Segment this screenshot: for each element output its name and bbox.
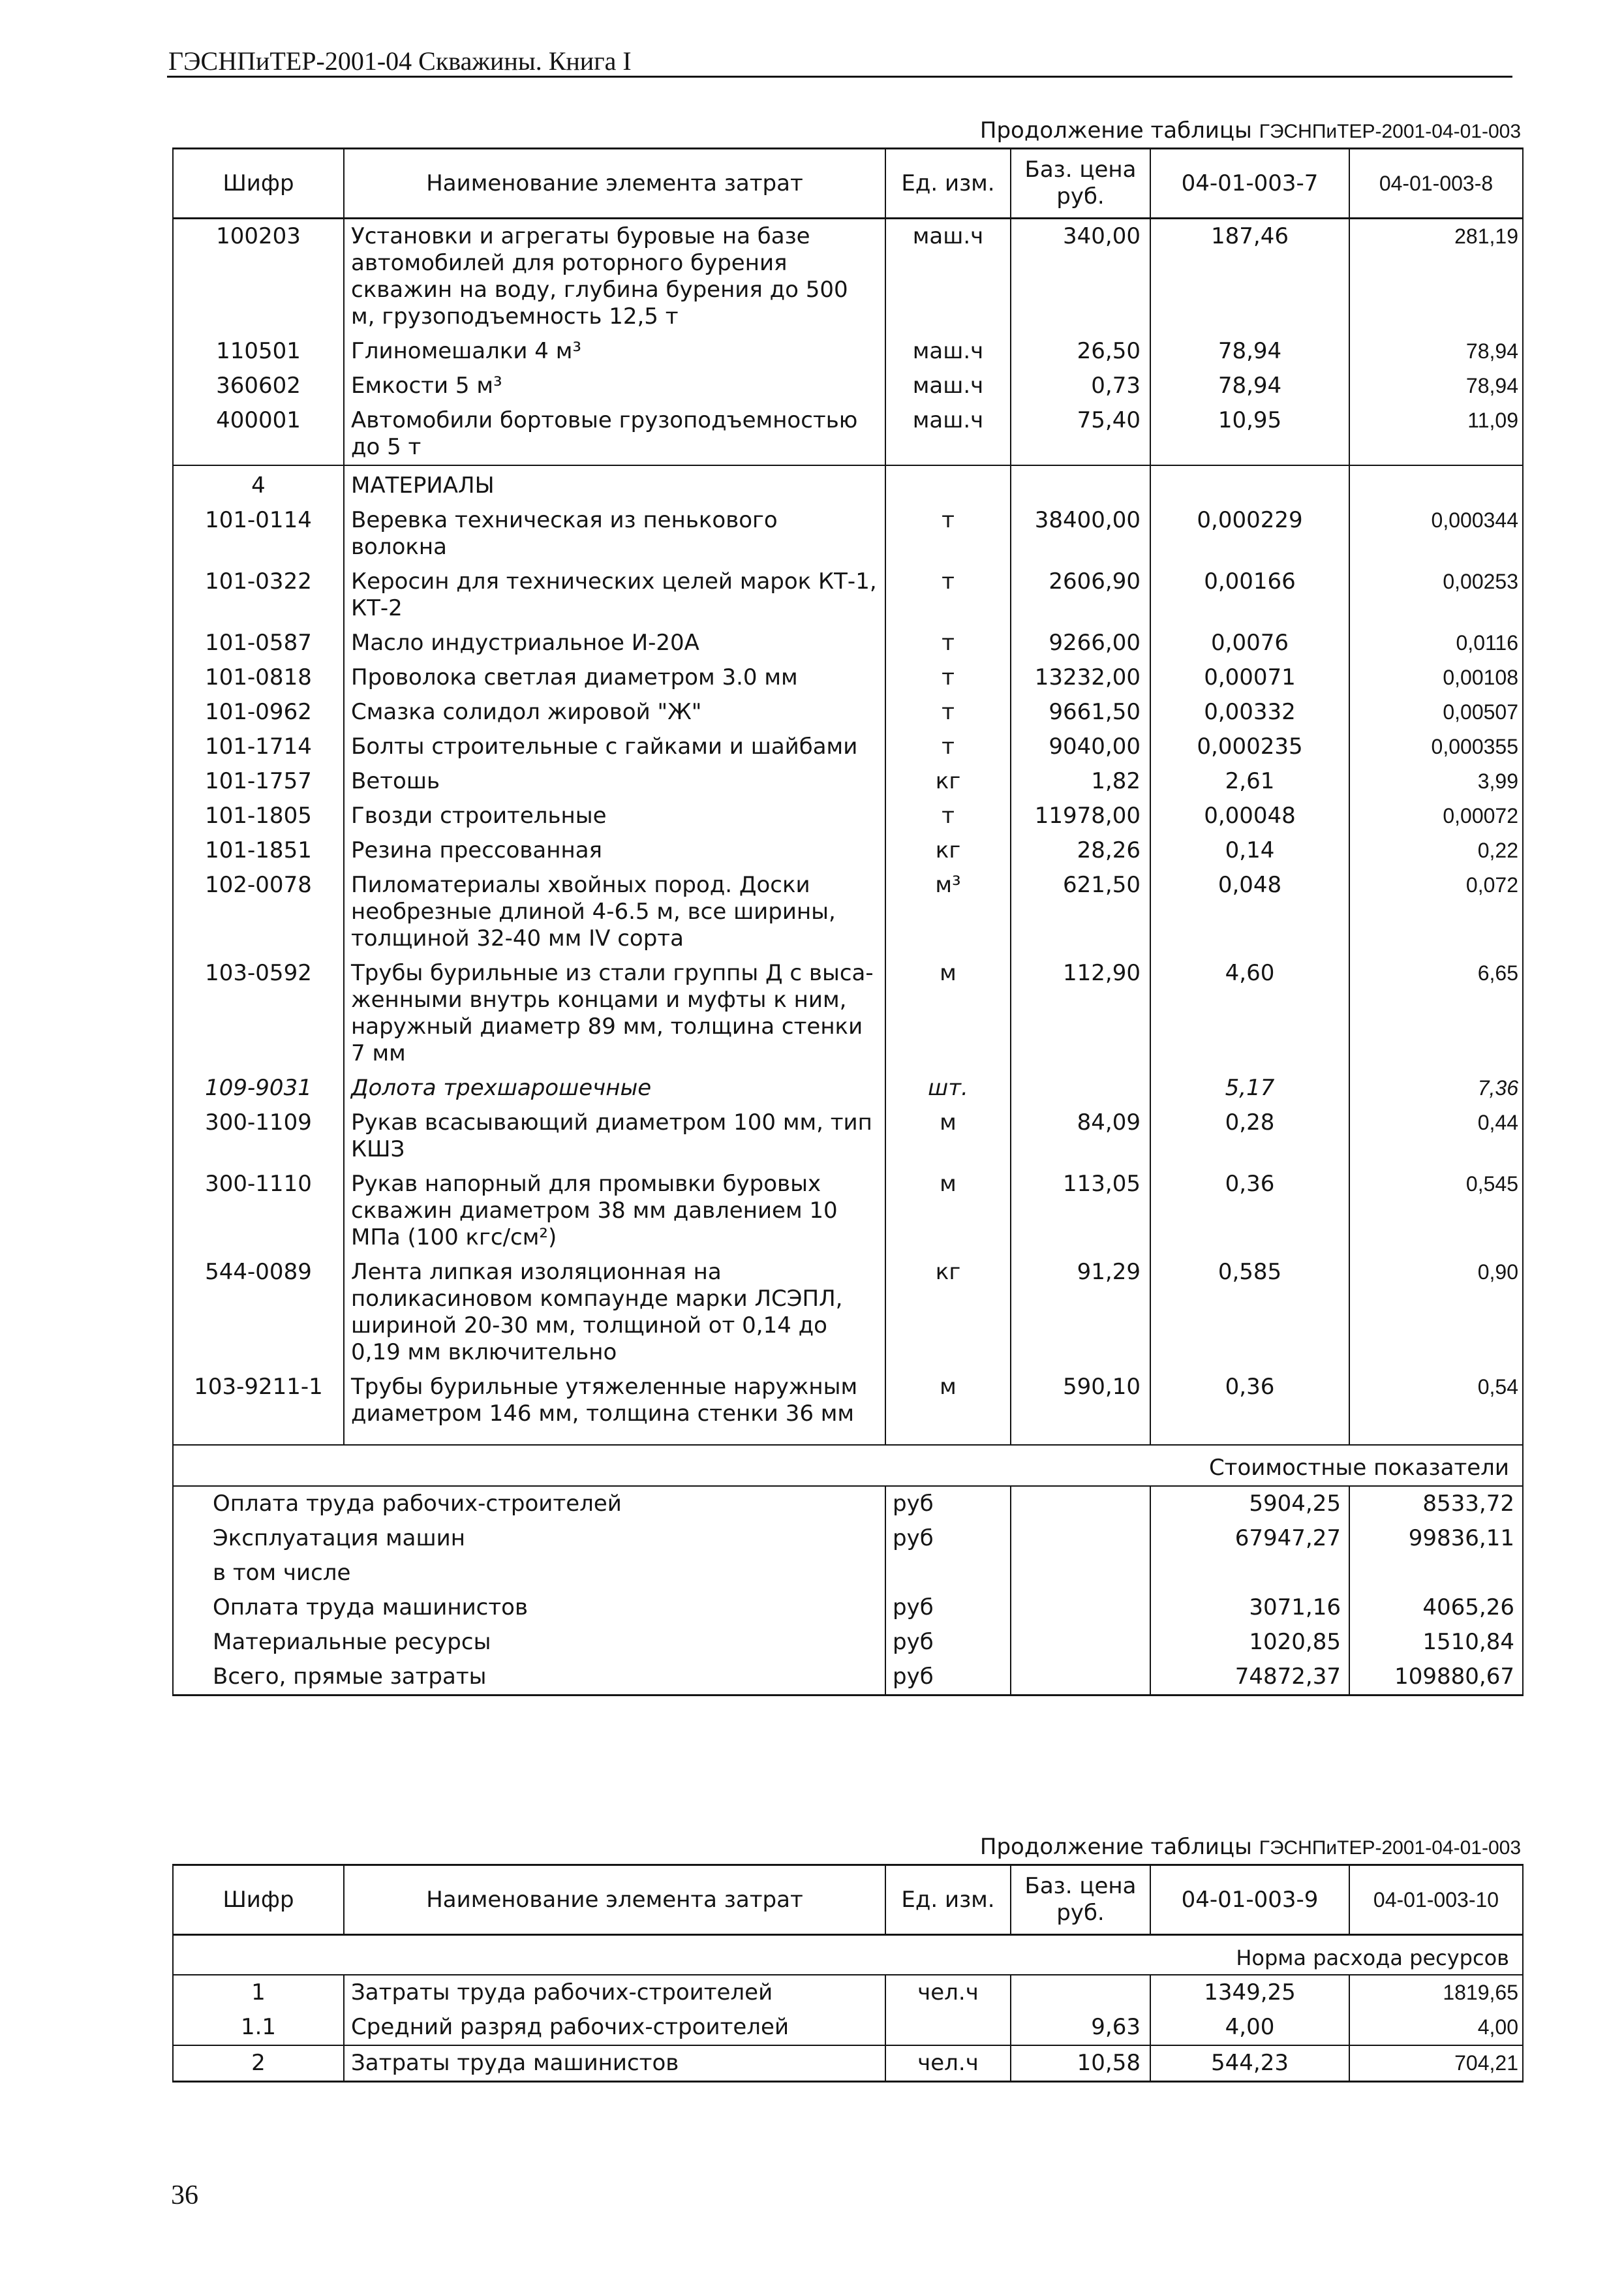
empty-cell	[1150, 1431, 1349, 1445]
row-price: 112,90	[1011, 956, 1150, 1071]
table-row	[173, 1167, 1523, 1255]
table-row	[173, 799, 1523, 833]
row-code: 101-1757	[173, 764, 344, 799]
summary-price	[1011, 1556, 1150, 1590]
cost-indicators-label: Стоимостные показатели	[173, 1445, 1523, 1486]
row-value-2: 281,19	[1349, 219, 1523, 335]
summary-label: Материальные ресурсы	[173, 1625, 885, 1660]
row-value-2: 1819,65	[1349, 1975, 1523, 2010]
row-price: 13232,00	[1011, 660, 1150, 695]
row-value-2: 0,54	[1349, 1370, 1523, 1431]
table2	[172, 1864, 1524, 2083]
row-price	[1011, 1071, 1150, 1106]
row-code: 101-1714	[173, 730, 344, 764]
row-unit: м	[885, 1167, 1011, 1255]
row-unit: маш.ч	[885, 219, 1011, 335]
table-row	[173, 565, 1523, 626]
row-value-2: 0,545	[1349, 1167, 1523, 1255]
row-name: Масло индустриальное И-20А	[344, 626, 885, 660]
summary-label: Всего, прямые затраты	[173, 1660, 885, 1696]
row-price: 84,09	[1011, 1106, 1150, 1167]
norm-label: Норма расхода ресурсов	[173, 1935, 1523, 1975]
row-name: Пиломатериалы хвойных пород. Доски необрезные длиной 4-6.5 м, все ширины, толщиной 32-40 мм IV сорта	[344, 868, 885, 956]
row-price: 621,50	[1011, 868, 1150, 956]
row-unit: т	[885, 503, 1011, 565]
row-unit: чел.ч	[885, 1975, 1011, 2010]
row-unit: чел.ч	[885, 2045, 1011, 2082]
summary-unit	[885, 1556, 1011, 1590]
table2-caption	[980, 1834, 1521, 1861]
table-row	[173, 695, 1523, 730]
row-name: Рукав напорный для промывки буровых скважин диаметром 38 мм давлением 10 МПа (100 кгс/см²)	[344, 1167, 885, 1255]
table1-caption	[980, 117, 1521, 145]
summary-row	[173, 1521, 1523, 1556]
table2-caption-code: ГЭСНПиТЕР-2001-04-01-003	[1259, 1837, 1521, 1859]
table-row	[173, 868, 1523, 956]
row-name: Резина прессованная	[344, 833, 885, 868]
empty-cell	[1011, 465, 1150, 503]
row-code: 360602	[173, 369, 344, 403]
cost-indicators-row	[173, 1445, 1523, 1486]
row-value-2: 78,94	[1349, 334, 1523, 369]
row-unit: шт.	[885, 1071, 1011, 1106]
row-value-1: 0,000235	[1150, 730, 1349, 764]
row-code: 102-0078	[173, 868, 344, 956]
row-code: 400001	[173, 403, 344, 465]
row-code: 101-0587	[173, 626, 344, 660]
row-unit: кг	[885, 764, 1011, 799]
norm-label-row	[173, 1935, 1523, 1975]
row-name: Трубы бурильные из стали группы Д с выса-женными внутрь концами и муфты к ним, наружный диаметр 89 мм, толщина стенки 7 мм	[344, 956, 885, 1071]
row-unit: кг	[885, 1255, 1011, 1370]
summary-row	[173, 1625, 1523, 1660]
row-code: 101-0322	[173, 565, 344, 626]
row-price: 113,05	[1011, 1167, 1150, 1255]
summary-unit: руб	[885, 1625, 1011, 1660]
summary-value-1: 74872,37	[1150, 1660, 1349, 1696]
table-row	[173, 1071, 1523, 1106]
row-value-1: 187,46	[1150, 219, 1349, 335]
table-row	[173, 956, 1523, 1071]
row-value-2: 0,000344	[1349, 503, 1523, 565]
summary-row	[173, 1486, 1523, 1521]
table-row	[173, 626, 1523, 660]
row-name: Долота трехшарошечные	[344, 1071, 885, 1106]
row-value-2: 0,00507	[1349, 695, 1523, 730]
row-value-2: 4,00	[1349, 2010, 1523, 2045]
empty-cell	[1011, 1431, 1150, 1445]
summary-row	[173, 1660, 1523, 1696]
empty-cell	[1150, 465, 1349, 503]
table-row	[173, 334, 1523, 369]
table2-header-row	[173, 1865, 1523, 1935]
row-name: Затраты труда рабочих-строителей	[344, 1975, 885, 2010]
summary-value-2: 1510,84	[1349, 1625, 1523, 1660]
row-unit: т	[885, 799, 1011, 833]
row-name: Ветошь	[344, 764, 885, 799]
row-name: Лента липкая изоляционная на поликасиновом компаунде марки ЛСЭПЛ, шириной 20-30 мм, толщиной от 0,14 до 0,19 мм включительно	[344, 1255, 885, 1370]
row-price: 9266,00	[1011, 626, 1150, 660]
row-name: Болты строительные с гайками и шайбами	[344, 730, 885, 764]
page-number: 36	[171, 2180, 198, 2210]
summary-value-1	[1150, 1556, 1349, 1590]
row-value-2: 704,21	[1349, 2045, 1523, 2082]
summary-value-2: 109880,67	[1349, 1660, 1523, 1696]
spacer-row	[173, 1431, 1523, 1445]
row-unit: т	[885, 695, 1011, 730]
row-name: Рукав всасывающий диаметром 100 мм, тип КШЗ	[344, 1106, 885, 1167]
empty-cell	[885, 1431, 1011, 1445]
table2-col-v2: 04-01-003-10	[1349, 1865, 1523, 1935]
header-rule	[167, 76, 1512, 78]
row-value-1: 4,00	[1150, 2010, 1349, 2045]
row-name: Автомобили бортовые грузоподъемностью до 5 т	[344, 403, 885, 465]
row-unit: м³	[885, 868, 1011, 956]
table-row	[173, 660, 1523, 695]
row-code: 101-1805	[173, 799, 344, 833]
table-row	[173, 764, 1523, 799]
summary-value-2: 4065,26	[1349, 1590, 1523, 1625]
summary-value-1: 5904,25	[1150, 1486, 1349, 1521]
row-code: 109-9031	[173, 1071, 344, 1106]
empty-cell	[344, 1431, 885, 1445]
summary-unit: руб	[885, 1486, 1011, 1521]
row-value-2: 11,09	[1349, 403, 1523, 465]
row-name: Трубы бурильные утяжеленные наружным диаметром 146 мм, толщина стенки 36 мм	[344, 1370, 885, 1431]
section-name: МАТЕРИАЛЫ	[344, 465, 885, 503]
row-value-1: 10,95	[1150, 403, 1349, 465]
row-price: 1,82	[1011, 764, 1150, 799]
row-name: Установки и агрегаты буровые на базе автомобилей для роторного бурения скважин на воду, глубина бурения до 500 м, грузоподъемность 12,5 т	[344, 219, 885, 335]
table1-col-price: Баз. цена руб.	[1011, 149, 1150, 219]
row-price: 340,00	[1011, 219, 1150, 335]
row-price: 590,10	[1011, 1370, 1150, 1431]
row-code: 101-0962	[173, 695, 344, 730]
row-code: 544-0089	[173, 1255, 344, 1370]
summary-label: Оплата труда рабочих-строителей	[173, 1486, 885, 1521]
summary-label: Эксплуатация машин	[173, 1521, 885, 1556]
row-code: 101-0818	[173, 660, 344, 695]
table-row	[173, 503, 1523, 565]
row-value-1: 0,0076	[1150, 626, 1349, 660]
table-row	[173, 2010, 1523, 2045]
summary-label: в том числе	[173, 1556, 885, 1590]
row-value-2: 0,0116	[1349, 626, 1523, 660]
row-code: 103-0592	[173, 956, 344, 1071]
summary-row	[173, 1590, 1523, 1625]
table-row	[173, 1106, 1523, 1167]
row-code: 103-9211-1	[173, 1370, 344, 1431]
row-value-1: 0,00166	[1150, 565, 1349, 626]
row-unit: маш.ч	[885, 369, 1011, 403]
row-unit: т	[885, 565, 1011, 626]
table1-col-v2: 04-01-003-8	[1349, 149, 1523, 219]
row-code: 300-1109	[173, 1106, 344, 1167]
row-price: 11978,00	[1011, 799, 1150, 833]
summary-value-1: 1020,85	[1150, 1625, 1349, 1660]
row-value-1: 0,000229	[1150, 503, 1349, 565]
row-code: 1.1	[173, 2010, 344, 2045]
row-unit: т	[885, 626, 1011, 660]
table1-caption-code: ГЭСНПиТЕР-2001-04-01-003	[1259, 121, 1521, 142]
row-value-1: 0,14	[1150, 833, 1349, 868]
row-value-2: 0,90	[1349, 1255, 1523, 1370]
summary-price	[1011, 1590, 1150, 1625]
row-name: Проволока светлая диаметром 3.0 мм	[344, 660, 885, 695]
summary-price	[1011, 1660, 1150, 1696]
row-price: 10,58	[1011, 2045, 1150, 2082]
table-row	[173, 1255, 1523, 1370]
row-value-1: 0,585	[1150, 1255, 1349, 1370]
summary-value-1: 67947,27	[1150, 1521, 1349, 1556]
table1-header-row	[173, 149, 1523, 219]
row-value-1: 0,00332	[1150, 695, 1349, 730]
row-price: 91,29	[1011, 1255, 1150, 1370]
row-price	[1011, 1975, 1150, 2010]
table-row	[173, 219, 1523, 335]
table2-col-unit: Ед. изм.	[885, 1865, 1011, 1935]
row-price: 75,40	[1011, 403, 1150, 465]
row-name: Гвозди строительные	[344, 799, 885, 833]
row-value-1: 78,94	[1150, 334, 1349, 369]
row-price: 38400,00	[1011, 503, 1150, 565]
summary-row	[173, 1556, 1523, 1590]
row-value-2: 0,22	[1349, 833, 1523, 868]
section-code: 4	[173, 465, 344, 503]
table1-caption-prefix: Продолжение таблицы	[979, 117, 1259, 144]
row-code: 101-0114	[173, 503, 344, 565]
row-unit: м	[885, 956, 1011, 1071]
row-unit: маш.ч	[885, 334, 1011, 369]
empty-cell	[173, 1431, 344, 1445]
table2-col-price: Баз. цена руб.	[1011, 1865, 1150, 1935]
row-value-1: 0,36	[1150, 1370, 1349, 1431]
row-code: 101-1851	[173, 833, 344, 868]
row-value-1: 0,00071	[1150, 660, 1349, 695]
table-row	[173, 403, 1523, 465]
row-price: 9,63	[1011, 2010, 1150, 2045]
row-name: Емкости 5 м³	[344, 369, 885, 403]
row-code: 300-1110	[173, 1167, 344, 1255]
row-price: 9040,00	[1011, 730, 1150, 764]
summary-value-2: 99836,11	[1349, 1521, 1523, 1556]
row-value-2: 0,000355	[1349, 730, 1523, 764]
row-unit: м	[885, 1106, 1011, 1167]
row-value-1: 2,61	[1150, 764, 1349, 799]
row-value-1: 0,28	[1150, 1106, 1349, 1167]
empty-cell	[1349, 465, 1523, 503]
page-header-title: ГЭСНПиТЕР-2001-04 Скважины. Книга I	[168, 46, 632, 76]
row-unit: т	[885, 660, 1011, 695]
summary-price	[1011, 1521, 1150, 1556]
row-unit: маш.ч	[885, 403, 1011, 465]
row-unit: кг	[885, 833, 1011, 868]
section-row-materials	[173, 465, 1523, 503]
row-value-2: 0,00108	[1349, 660, 1523, 695]
row-value-1: 0,00048	[1150, 799, 1349, 833]
row-code: 100203	[173, 219, 344, 335]
row-code: 110501	[173, 334, 344, 369]
empty-cell	[885, 465, 1011, 503]
row-name: Затраты труда машинистов	[344, 2045, 885, 2082]
summary-price	[1011, 1486, 1150, 1521]
table2-caption-prefix: Продолжение таблицы	[979, 1834, 1259, 1860]
table1-body	[173, 219, 1523, 1696]
table1-col-code: Шифр	[173, 149, 344, 219]
table1-col-unit: Ед. изм.	[885, 149, 1011, 219]
table1-col-v1: 04-01-003-7	[1150, 149, 1349, 219]
row-value-2: 6,65	[1349, 956, 1523, 1071]
row-value-2: 0,44	[1349, 1106, 1523, 1167]
table2-col-name: Наименование элемента затрат	[344, 1865, 885, 1935]
summary-unit: руб	[885, 1590, 1011, 1625]
summary-value-2	[1349, 1556, 1523, 1590]
row-price: 0,73	[1011, 369, 1150, 403]
row-price: 9661,50	[1011, 695, 1150, 730]
row-value-2: 0,072	[1349, 868, 1523, 956]
row-price: 26,50	[1011, 334, 1150, 369]
row-value-1: 78,94	[1150, 369, 1349, 403]
row-value-2: 0,00072	[1349, 799, 1523, 833]
table-row	[173, 730, 1523, 764]
row-unit: т	[885, 730, 1011, 764]
row-value-1: 544,23	[1150, 2045, 1349, 2082]
row-name: Глиномешалки 4 м³	[344, 334, 885, 369]
table1-col-name: Наименование элемента затрат	[344, 149, 885, 219]
summary-value-2: 8533,72	[1349, 1486, 1523, 1521]
row-price: 28,26	[1011, 833, 1150, 868]
row-value-2: 0,00253	[1349, 565, 1523, 626]
row-value-1: 4,60	[1150, 956, 1349, 1071]
row-code: 1	[173, 1975, 344, 2010]
table-row	[173, 1975, 1523, 2010]
row-unit	[885, 2010, 1011, 2045]
table-row	[173, 369, 1523, 403]
row-value-2: 7,36	[1349, 1071, 1523, 1106]
summary-value-1: 3071,16	[1150, 1590, 1349, 1625]
row-value-1: 0,048	[1150, 868, 1349, 956]
table2-body	[173, 1935, 1523, 2082]
row-unit: м	[885, 1370, 1011, 1431]
row-code: 2	[173, 2045, 344, 2082]
table-row	[173, 1370, 1523, 1431]
row-value-1: 1349,25	[1150, 1975, 1349, 2010]
row-value-2: 3,99	[1349, 764, 1523, 799]
summary-label: Оплата труда машинистов	[173, 1590, 885, 1625]
row-value-1: 5,17	[1150, 1071, 1349, 1106]
table-row	[173, 833, 1523, 868]
table1	[172, 147, 1524, 1696]
row-name: Средний разряд рабочих-строителей	[344, 2010, 885, 2045]
summary-price	[1011, 1625, 1150, 1660]
summary-unit: руб	[885, 1521, 1011, 1556]
empty-cell	[1349, 1431, 1523, 1445]
table2-col-code: Шифр	[173, 1865, 344, 1935]
row-name: Веревка техническая из пенькового волокна	[344, 503, 885, 565]
table-row	[173, 2045, 1523, 2082]
row-name: Керосин для технических целей марок КТ-1, КТ-2	[344, 565, 885, 626]
row-price: 2606,90	[1011, 565, 1150, 626]
table2-col-v1: 04-01-003-9	[1150, 1865, 1349, 1935]
row-value-2: 78,94	[1349, 369, 1523, 403]
summary-unit: руб	[885, 1660, 1011, 1696]
row-name: Смазка солидол жировой "Ж"	[344, 695, 885, 730]
row-value-1: 0,36	[1150, 1167, 1349, 1255]
